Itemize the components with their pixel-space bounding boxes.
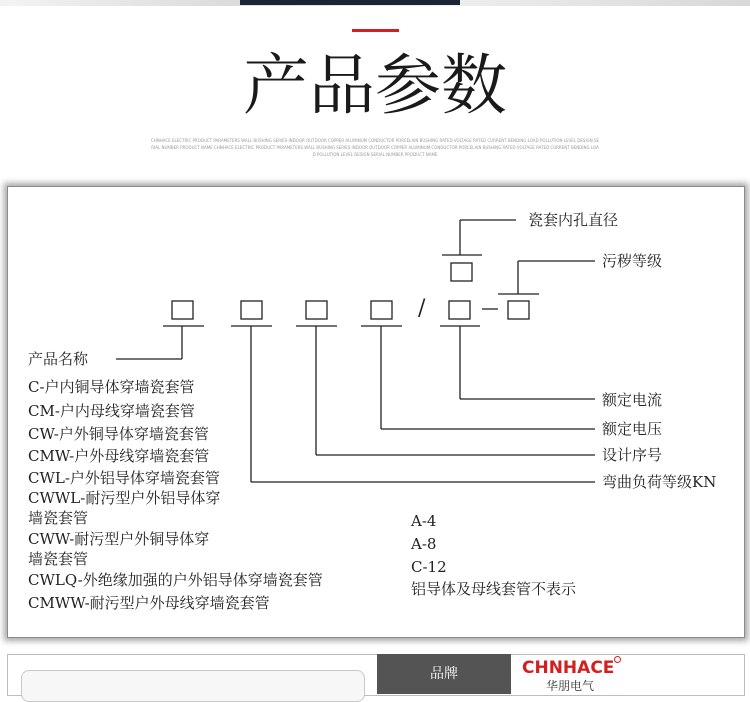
product-type-item: C-户内铜导体穿墙瓷套管 <box>28 378 195 396</box>
label-product-name: 产品名称 <box>28 350 89 368</box>
load-grade-item: A-4 <box>411 512 437 530</box>
code-separator-slash: / <box>418 296 426 321</box>
product-type-item: CMW-户外母线穿墙瓷套管 <box>28 447 210 465</box>
title-accent-bar <box>352 29 399 32</box>
product-type-item: 墙瓷套管 <box>28 509 89 527</box>
top-banner-dark-block <box>240 0 460 5</box>
brand-logo: CHNHACE <box>522 658 615 678</box>
product-type-item: CMWW-耐污型户外母线穿墙瓷套管 <box>28 594 270 612</box>
code-box-pollution-level <box>508 301 529 319</box>
section-title: 产品参数 <box>243 47 507 124</box>
label-rated-current: 额定电流 <box>602 391 663 409</box>
label-rated-voltage: 额定电压 <box>602 420 663 438</box>
load-grade-item: C-12 <box>411 558 447 576</box>
code-box-bore-diameter <box>451 263 472 281</box>
code-box-rated-current <box>449 301 470 319</box>
spec-brand-label: 品牌 <box>377 654 511 694</box>
label-design-serial: 设计序号 <box>602 446 663 464</box>
registered-mark-icon <box>614 656 621 663</box>
title-fine-print: CHNHACE ELECTRIC PRODUCT PARAMETERS WALL BUSHING SERIES INDOOR OUTDOOR COPPER ALUMINUM CONDUCTOR PORCELAIN BUSHING RATED VOLTAGE RATED CURRENT BENDING LOAD POLLUTION LEVEL DESIGN SERIAL NUMBER PRODUCT NAME CHNHACE ELECTRIC PRODUCT PARAMETERS WALL BUSHING SERIES INDOOR OUTDOOR COPPER ALUMINUM CONDUCTOR PORCELAIN BUSHING RATED VOLTAGE RATED CURRENT BENDING LOAD POLLUTION LEVEL DESIGN SERIAL NUMBER PRODUCT NAME <box>150 138 600 157</box>
product-type-item: CWW-耐污型户外铜导体穿 <box>28 530 210 548</box>
label-bending-load: 弯曲负荷等级KN <box>602 473 717 491</box>
code-box-bending-load <box>241 301 262 319</box>
brand-logo-subtitle: 华朋电气 <box>546 679 595 693</box>
model-code-diagram-card <box>7 186 745 638</box>
product-type-item: CWL-户外铝导体穿墙瓷套管 <box>28 469 220 487</box>
product-image-panel <box>21 670 365 702</box>
label-pollution-level: 污秽等级 <box>602 252 663 270</box>
product-type-item: 墙瓷套管 <box>28 550 89 568</box>
code-box-product-name <box>172 301 193 319</box>
code-box-design-serial <box>306 301 327 319</box>
product-type-item: CM-户内母线穿墙瓷套管 <box>28 402 195 420</box>
label-bore-diameter: 瓷套内孔直径 <box>528 211 619 229</box>
load-grade-item: A-8 <box>411 535 437 553</box>
product-type-item: CWLQ-外绝缘加强的户外铝导体穿墙瓷套管 <box>28 571 323 589</box>
product-type-item: CWWL-耐污型户外铝导体穿 <box>28 489 221 507</box>
product-type-item: CW-户外铜导体穿墙瓷套管 <box>28 425 209 443</box>
code-box-rated-voltage <box>371 301 392 319</box>
load-grade-note: 铝导体及母线套管不表示 <box>411 580 577 598</box>
